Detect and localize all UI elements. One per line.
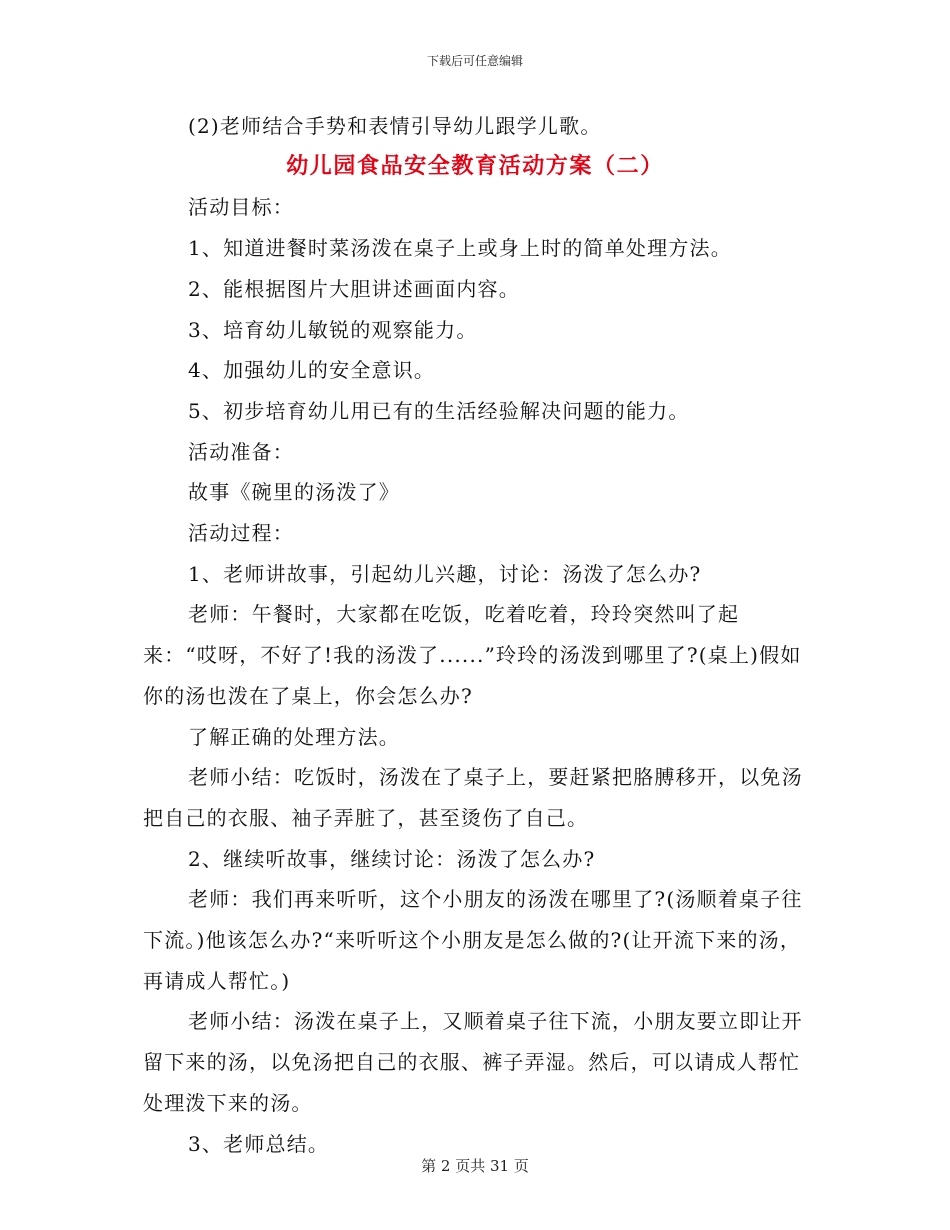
goal-item-1: 1、知道进餐时菜汤泼在桌子上或身上时的简单处理方法。 [188,236,732,261]
process-note: 了解正确的处理方法。 [188,724,400,749]
paragraph-step-2: (2)老师结合手势和表情引导幼儿跟学儿歌。 [188,114,602,138]
heading-goals: 活动目标： [188,195,294,220]
document-body [143,106,807,1164]
page-header: 下载后可任意编辑 [426,54,523,68]
teacher-dialogue-2: 老师：我们再来听听，这个小朋友的汤泼在哪里了?(汤顺着桌子往下流。)他该怎么办?“来听听这个小朋友是怎么做的?(让开流下来的汤，再请成人帮忙。) [143,887,803,993]
goal-item-2: 2、能根据图片大胆讲述画面内容。 [188,276,520,301]
heading-preparation: 活动准备： [188,439,294,464]
goal-item-5: 5、初步培育幼儿用已有的生活经验解决问题的能力。 [188,398,690,423]
process-step-3: 3、老师总结。 [188,1131,330,1156]
goal-item-3: 3、培育幼儿敏锐的观察能力。 [188,317,478,342]
goal-item-4: 4、加强幼儿的安全意识。 [188,358,436,383]
process-step-1: 1、老师讲故事，引起幼儿兴趣，讨论：汤泼了怎么办? [188,561,702,586]
section-title: 幼儿园食品安全教育活动方案（二） [286,153,664,179]
teacher-summary-2: 老师小结：汤泼在桌子上，又顺着桌子往下流，小朋友要立即让开留下来的汤，以免汤把自己的衣服、裤子弄湿。然后，可以请成人帮忙处理泼下来的汤。 [143,1009,803,1115]
teacher-dialogue-1: 老师：午餐时，大家都在吃饭，吃着吃着，玲玲突然叫了起来：“哎呀，不好了!我的汤泼了......”玲玲的汤泼到哪里了?(桌上)假如你的汤也泼在了桌上，你会怎么办? [143,602,802,708]
teacher-summary-1: 老师小结：吃饭时，汤泼在了桌子上，要赶紧把胳膊移开，以免汤把自己的衣服、袖子弄脏了，甚至烫伤了自己。 [143,765,803,830]
preparation-story: 故事《碗里的汤泼了》 [188,480,400,505]
process-step-2: 2、继续听故事，继续讨论：汤泼了怎么办? [188,846,596,871]
page-footer: 第 2 页共 31 页 [421,1157,529,1175]
heading-process: 活动过程： [188,521,294,546]
